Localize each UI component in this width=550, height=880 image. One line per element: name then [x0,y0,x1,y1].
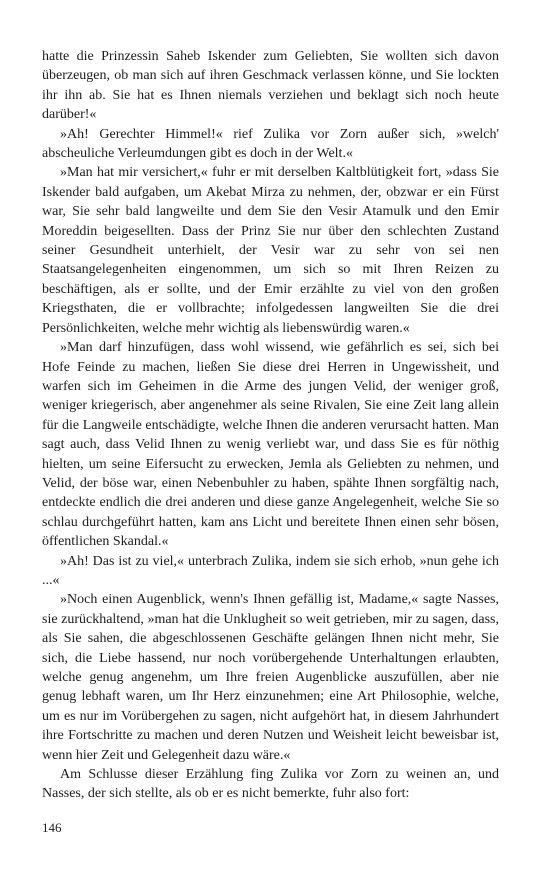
paragraph: Am Schlusse dieser Erzählung fing Zulika vor Zorn zu weinen an, und Nasses, der sich stellte, als ob er es nicht bemerkte, fuhr also fort: [42,767,499,802]
page-body [42,47,499,804]
paragraph: »Ah! Das ist zu viel,« unterbrach Zulika, indem sie sich erhob, »nun gehe ich ...« [42,553,499,588]
paragraph: hatte die Prinzessin Saheb Iskender zum Geliebten, Sie wollten sich davon überzeugen, ob man sich auf ihren Geschmack verlassen könne, und Sie lockten ihr ihn ab. Sie hat es Ihnen niemals verziehen und beklagt sich noch heute darüber!« [42,49,499,123]
paragraph: »Man hat mir versichert,« fuhr er mit derselben Kaltblütigkeit fort, »dass Sie Iskender bald aufgaben, um Akebat Mirza zu nehmen, der, obzwar er ein Fürst war, Sie sehr bald langweilte und dem Sie den Vesir Atamulk und den Emir Moreddin beigesellten. Dass der Prinz Sie nur über den schlechten Zustand seiner Gesundheit unterhielt, der Vesir war zu sehr von sei nen Staatsangelegenheiten eingenommen, um sich so mit Ihren Reizen zu beschäftigen, als er sollte, und der Emir erzählte zu viel von den großen Kriegsthaten, die er vollbrachte; infolgedessen langweilten Sie die drei Persönlichkeiten, welche mehr wichtig als liebenswürdig waren.« [42,165,499,336]
page-number: 146 [42,820,62,835]
paragraph: »Man darf hinzufügen, dass wohl wissend, wie gefährlich es sei, sich bei Hofe Feinde zu machen, ließen Sie diese drei Herren in Ungewissheit, und warfen sich im Geheimen in die Arme des jungen Velid, der weniger groß, weniger kriegerisch, aber angenehmer als seine Rivalen, Sie eine Zeit lang allein für die Langweile entschädigte, welche Ihnen die anderen verursacht hatten. Man sagt auch, dass Velid Ihnen zu wenig verliebt war, und dass Sie es für nöthig hielten, um seine Eifersucht zu erwecken, Jemla als Geliebten zu nehmen, und Velid, der böse war, einen Nebenbuhler zu haben, spähte Ihnen sorgfältig nach, entdeckte endlich die drei anderen und diese ganze Angelegenheit, welche Sie so schlau durchgeführt hatten, kam ans Licht und bereitete Ihnen einen sehr bösen, öffentlichen Skandal.« [42,340,499,550]
paragraph: »Ah! Gerechter Himmel!« rief Zulika vor Zorn außer sich, »welch' abscheuliche Verleumdungen gibt es doch in der Welt.« [42,126,499,162]
paragraph: »Noch einen Augenblick, wenn's Ihnen gefällig ist, Madame,« sagte Nasses, sie zurückhaltend, »man hat die Unklugheit so weit getrieben, mir zu sagen, dass, als Sie sahen, die abgeschlossenen Geschäfte gelängen Ihnen nicht mehr, Sie sich, die Liebe hassend, nur noch vorübergehende Unterhaltungen erlaubten, welche genug angenehm, um Ihre freien Augenblicke auszufüllen, aber nie genug lebhaft waren, um Ihr Herz einzunehmen; eine Art Philosophie, welche, um es nur im Vorübergehen zu sagen, nicht aufgehört hat, in diesem Jahrhundert ihre Fortschritte zu machen und deren Nutzen und Weisheit leicht beweisbar ist, wenn hier Zeit und Gelegenheit dazu wäre.« [42,592,499,763]
